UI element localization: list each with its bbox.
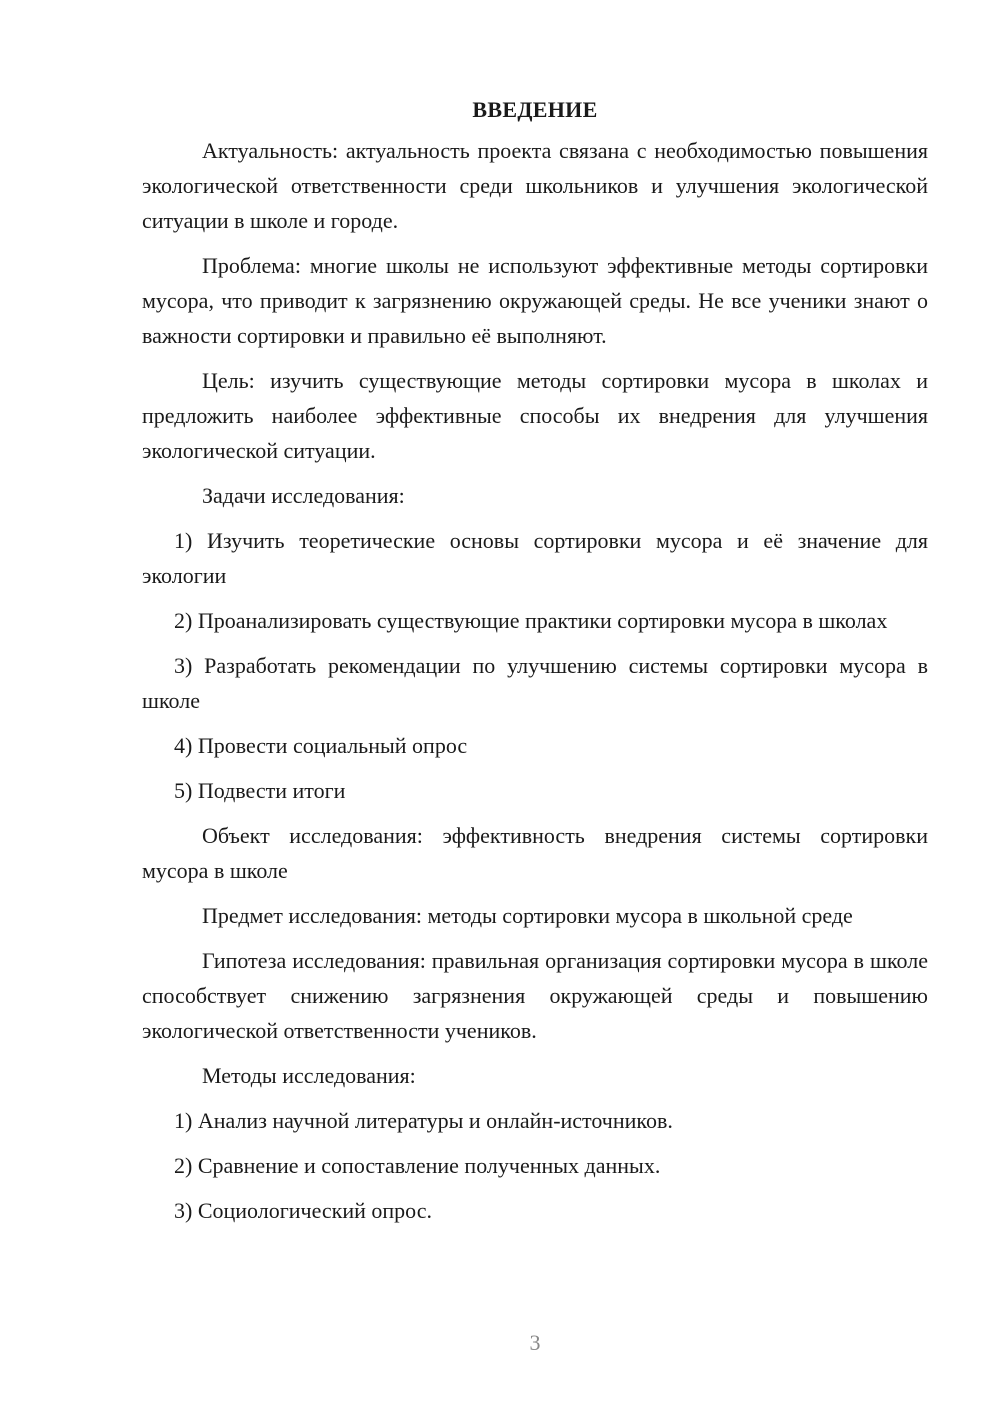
problem-paragraph: Проблема: многие школы не используют эффективные методы сортировки мусора, что приводит к загрязнению окружающей среды. Не все ученики знают о важности сортировки и правильно её выполняют. [142,253,928,348]
object-paragraph: Объект исследования: эффективность внедрения системы сортировки мусора в школе [142,823,928,883]
subject-paragraph: Предмет исследования: методы сортировки мусора в школьной среде [202,903,853,928]
task-item: 2) Проанализировать существующие практики сортировки мусора в школах [174,608,888,633]
methods-heading: Методы исследования: [202,1063,416,1088]
task-item: 5) Подвести итоги [174,778,346,803]
document-page [142,92,928,1238]
hypothesis-paragraph: Гипотеза исследования: правильная организация сортировки мусора в школе способствует снижению загрязнения окружающей среды и повышению экологической ответственности учеников. [142,948,928,1043]
task-item: 4) Провести социальный опрос [174,733,468,758]
method-item: 2) Сравнение и сопоставление полученных данных. [174,1153,661,1178]
relevance-paragraph: Актуальность: актуальность проекта связана с необходимостью повышения экологической ответственности среди школьников и улучшения экологической ситуации в школе и городе. [142,138,928,233]
task-item: 3) Разработать рекомендации по улучшению системы сортировки мусора в школе [142,653,928,713]
page-number: 3 [529,1330,541,1355]
task-item: 1) Изучить теоретические основы сортировки мусора и её значение для экологии [142,528,928,588]
tasks-heading: Задачи исследования: [202,483,405,508]
method-item: 3) Социологический опрос. [174,1198,432,1223]
document-title: ВВЕДЕНИЕ [472,97,598,122]
goal-paragraph: Цель: изучить существующие методы сортировки мусора в школах и предложить наиболее эффективные способы их внедрения для улучшения экологической ситуации. [142,368,928,463]
method-item: 1) Анализ научной литературы и онлайн-источников. [174,1108,673,1133]
